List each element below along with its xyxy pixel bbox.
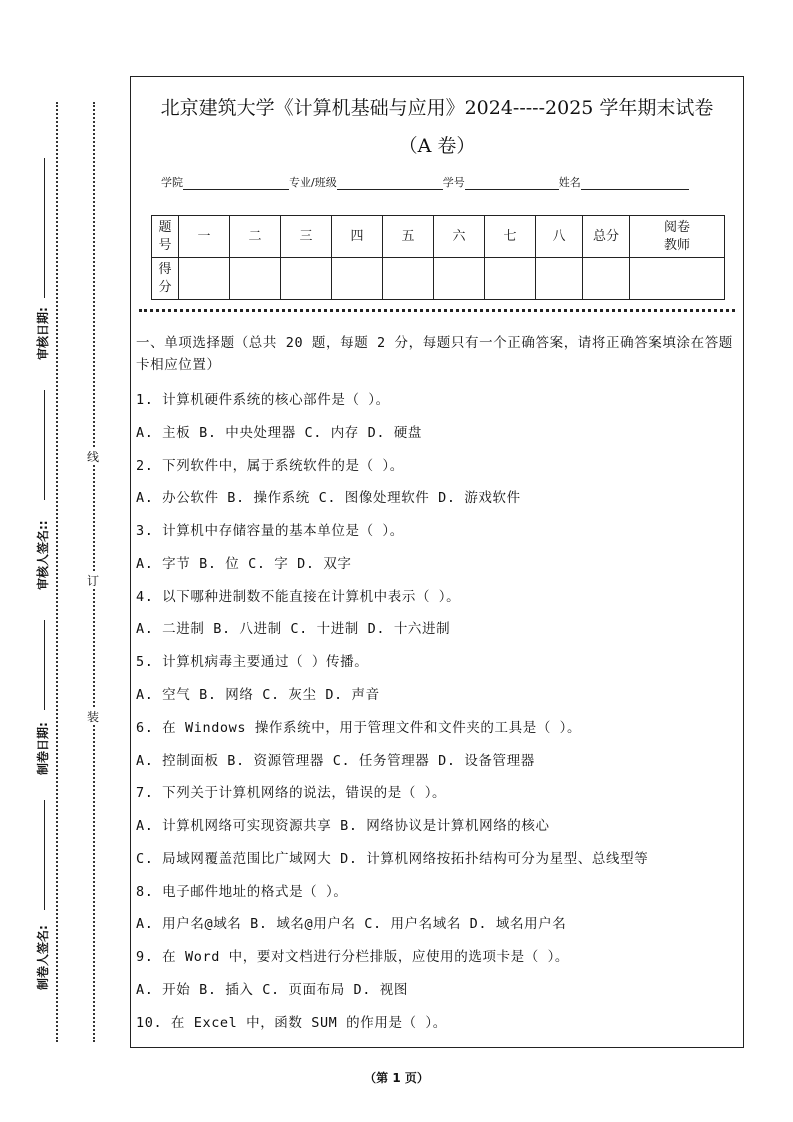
options-2: A. 办公软件 B. 操作系统 C. 图像处理软件 D. 游戏软件 [136, 490, 521, 506]
field-name-input[interactable] [581, 177, 689, 190]
options-9: A. 开始 B. 插入 C. 页面布局 D. 视图 [136, 982, 408, 998]
question-8: 8. 电子邮件地址的格式是（ ）。 [136, 884, 348, 900]
maker-date-label: 制卷日期: [36, 722, 50, 775]
question-5: 5. 计算机病毒主要通过（ ）传播。 [136, 654, 369, 670]
score-table [151, 215, 725, 300]
reviewer-date-rule [44, 158, 45, 298]
header-label-char-2: 号 [158, 237, 172, 253]
field-major-input[interactable] [337, 177, 443, 190]
binding-dotted-line-outer [56, 102, 58, 1042]
header-label-char-1: 题 [158, 219, 172, 235]
score-table-header-label [152, 216, 179, 258]
question-3: 3. 计算机中存储容量的基本单位是（ ）。 [136, 523, 404, 539]
score-cell[interactable] [383, 258, 434, 300]
options-8: A. 用户名@域名 B. 域名@用户名 C. 用户名域名 D. 域名用户名 [136, 916, 567, 932]
reviewer-label-2: 教师 [663, 237, 690, 253]
question-6: 6. 在 Windows 操作系统中，用于管理文件和文件夹的工具是（ ）。 [136, 720, 582, 736]
reviewer-sign-label: 审核人签名:: [36, 520, 50, 590]
score-col-total: 总分 [583, 216, 630, 258]
score-table-header-row [152, 216, 725, 258]
field-college-input[interactable] [183, 177, 289, 190]
separator-dotted-line [139, 309, 735, 312]
score-cell[interactable] [179, 258, 230, 300]
question-7: 7. 下列关于计算机网络的说法，错误的是（ ）。 [136, 785, 447, 801]
options-1: A. 主板 B. 中央处理器 C. 内存 D. 硬盘 [136, 425, 423, 441]
maker-date-rule [44, 620, 45, 710]
options-7a: A. 计算机网络可实现资源共享 B. 网络协议是计算机网络的核心 [136, 818, 550, 834]
exam-paper [130, 76, 744, 1048]
score-cell-total[interactable] [583, 258, 630, 300]
reviewer-label-1: 阅卷 [663, 219, 690, 235]
options-7b: C. 局域网覆盖范围比广域网大 D. 计算机网络按拓扑结构可分为星型、总线型等 [136, 851, 649, 867]
score-cell[interactable] [536, 258, 583, 300]
score-col-7: 七 [485, 216, 536, 258]
field-major-label: 专业/班级 [289, 176, 337, 189]
section-heading: 一、单项选择题（总共 20 题，每题 2 分，每题只有一个正确答案，请将正确答案填涂在答题卡相应位置） [136, 335, 733, 373]
score-row-label [152, 258, 179, 300]
options-3: A. 字节 B. 位 C. 字 D. 双字 [136, 556, 352, 572]
score-col-5: 五 [383, 216, 434, 258]
score-cell[interactable] [434, 258, 485, 300]
score-label-char-1: 得 [158, 261, 172, 277]
options-4: A. 二进制 B. 八进制 C. 十进制 D. 十六进制 [136, 621, 451, 637]
question-1: 1. 计算机硬件系统的核心部件是（ ）。 [136, 392, 390, 408]
score-label-char-2: 分 [158, 279, 172, 295]
exam-subtitle: （A 卷） [398, 135, 476, 157]
field-id-label: 学号 [442, 176, 465, 189]
options-5: A. 空气 B. 网络 C. 灰尘 D. 声音 [136, 687, 380, 703]
score-cell[interactable] [230, 258, 281, 300]
score-col-1: 一 [179, 216, 230, 258]
score-cell[interactable] [485, 258, 536, 300]
score-col-4: 四 [332, 216, 383, 258]
student-info-row [161, 174, 689, 190]
score-col-8: 八 [536, 216, 583, 258]
options-6: A. 控制面板 B. 资源管理器 C. 任务管理器 D. 设备管理器 [136, 753, 535, 769]
cut-line-word: 线 [86, 450, 99, 464]
score-col-6: 六 [434, 216, 485, 258]
score-cell[interactable] [332, 258, 383, 300]
score-cell-reviewer[interactable] [630, 258, 725, 300]
page-number: （第 1 页） [364, 1071, 429, 1085]
score-cell[interactable] [281, 258, 332, 300]
exam-title: 北京建筑大学《计算机基础与应用》2024-----2025 学年期末试卷 [160, 97, 714, 119]
score-table-score-row [152, 258, 725, 300]
question-2: 2. 下列软件中，属于系统软件的是（ ）。 [136, 458, 404, 474]
question-9: 9. 在 Word 中，要对文档进行分栏排版，应使用的选项卡是（ ）。 [136, 949, 570, 965]
field-name-label: 姓名 [558, 176, 581, 189]
score-col-2: 二 [230, 216, 281, 258]
field-id-input[interactable] [465, 177, 559, 190]
question-10: 10. 在 Excel 中，函数 SUM 的作用是（ ）。 [136, 1015, 447, 1031]
cut-bind-word: 订 [86, 574, 99, 588]
cut-fold-word: 装 [86, 710, 99, 724]
score-col-reviewer [630, 216, 725, 258]
maker-sign-rule [44, 800, 45, 910]
maker-sign-label: 制卷人签名: [36, 925, 50, 990]
score-col-3: 三 [281, 216, 332, 258]
field-college-label: 学院 [161, 176, 183, 189]
reviewer-sign-rule [44, 390, 45, 500]
reviewer-date-label: 审核日期: [36, 307, 50, 360]
question-4: 4. 以下哪种进制数不能直接在计算机中表示（ ）。 [136, 589, 461, 605]
